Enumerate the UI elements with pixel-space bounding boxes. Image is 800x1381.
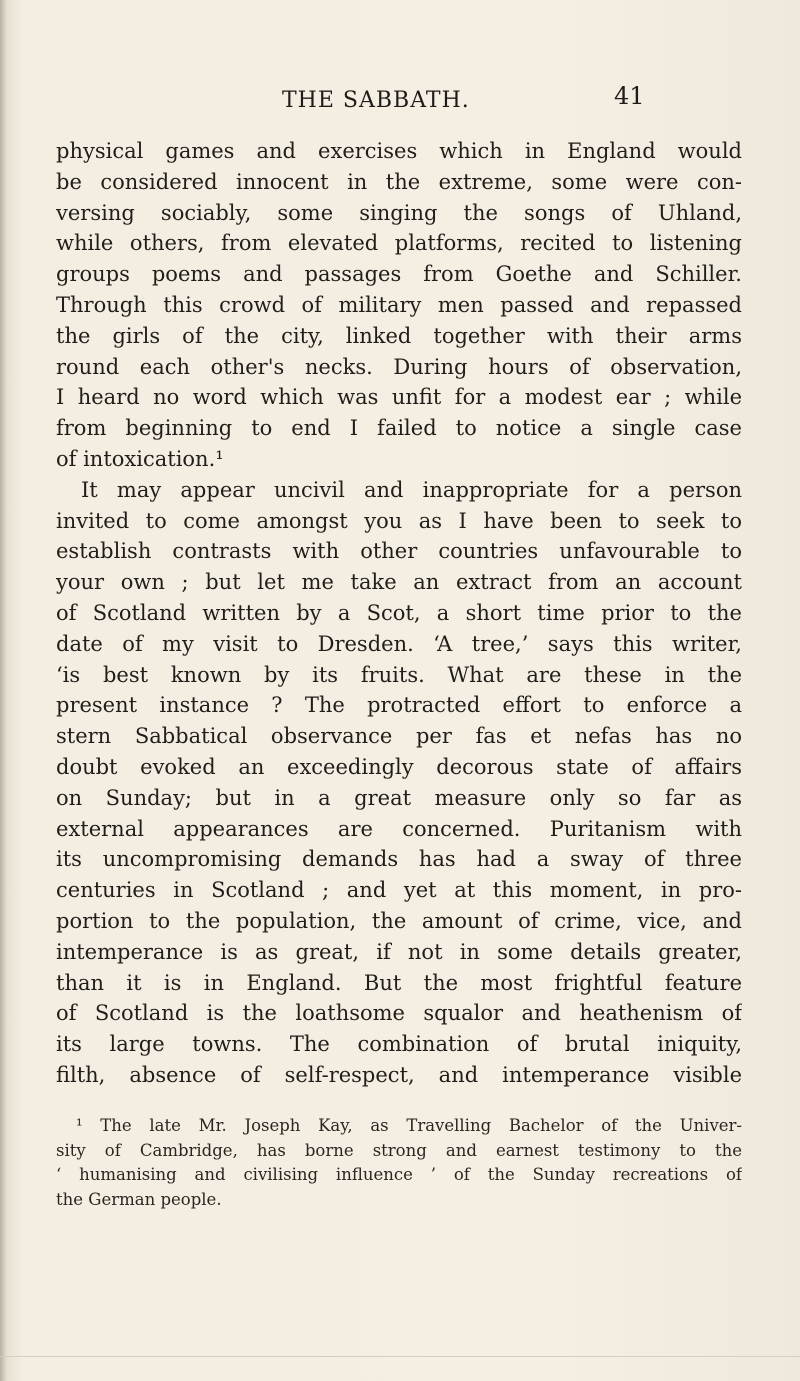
footnote-line: ¹ The late Mr. Joseph Kay, as Travelling Bachelor of the Univer- [76, 1116, 742, 1135]
text-line: of Scotland is the loathsome squalor and heathenism of [56, 1001, 742, 1026]
footnote-line: sity of Cambridge, has borne strong and earnest testimony to the [56, 1140, 742, 1160]
running-head: THE SABBATH. [282, 88, 470, 113]
text-line: I heard no word which was unfit for a modest ear ; while [56, 385, 742, 410]
text-line: invited to come amongst you as I have been to seek to [56, 508, 742, 533]
text-line: present instance ? The protracted effort to enforce a [56, 693, 742, 718]
text-line: versing sociably, some singing the songs of Uhland, [56, 200, 742, 225]
text-line: be considered innocent in the extreme, some were con- [56, 169, 742, 194]
text-line: your own ; but let me take an extract from an account [56, 570, 742, 595]
paragraph-start-line: It may appear uncivil and inappropriate for a person [81, 477, 742, 502]
text-line: groups poems and passages from Goethe and Schiller. [56, 262, 742, 287]
body-text [56, 136, 742, 1091]
text-line: the girls of the city, linked together with their arms [56, 323, 742, 348]
text-line: doubt evoked an exceedingly decorous state of affairs [56, 754, 742, 779]
text-line: date of my visit to Dresden. ‘A tree,’ says this writer, [56, 631, 742, 656]
text-line: physical games and exercises which in England would [56, 139, 742, 163]
text-line: external appearances are concerned. Puritanism with [56, 816, 742, 841]
page-number: 41 [614, 82, 645, 110]
text-line: centuries in Scotland ; and yet at this moment, in pro- [56, 878, 742, 903]
text-line: ‘is best known by its fruits. What are these in the [56, 662, 742, 687]
page-binding-edge [0, 0, 6, 1381]
text-line: its uncompromising demands has had a sway of three [56, 847, 742, 872]
text-line: portion to the population, the amount of crime, vice, and [56, 908, 742, 933]
text-line: Through this crowd of military men passed and repassed [56, 292, 742, 317]
text-line: filth, absence of self-respect, and intemperance visible [56, 1062, 742, 1087]
text-line: than it is in England. But the most frightful feature [56, 970, 742, 995]
text-line: round each other's necks. During hours of observation, [56, 354, 742, 379]
page-bottom-edge [0, 1356, 800, 1357]
text-line: of Scotland written by a Scot, a short time prior to the [56, 600, 742, 625]
footnote-line: the German people. [56, 1189, 222, 1209]
text-line: establish contrasts with other countries unfavourable to [56, 539, 742, 564]
page-header [270, 82, 670, 120]
text-line: while others, from elevated platforms, recited to listening [56, 231, 742, 256]
text-line: on Sunday; but in a great measure only so far as [56, 785, 742, 810]
text-line: its large towns. The combination of brutal iniquity, [56, 1032, 742, 1057]
text-line: stern Sabbatical observance per fas et nefas has no [56, 724, 742, 749]
paragraph-end-line: of intoxication.¹ [56, 446, 224, 471]
text-line: from beginning to end I failed to notice a single case [56, 416, 742, 441]
text-line: intemperance is as great, if not in some details greater, [56, 939, 742, 964]
footnote-line: ‘ humanising and civilising influence ’ of the Sunday recreations of [56, 1165, 742, 1184]
footnote [56, 1114, 742, 1212]
